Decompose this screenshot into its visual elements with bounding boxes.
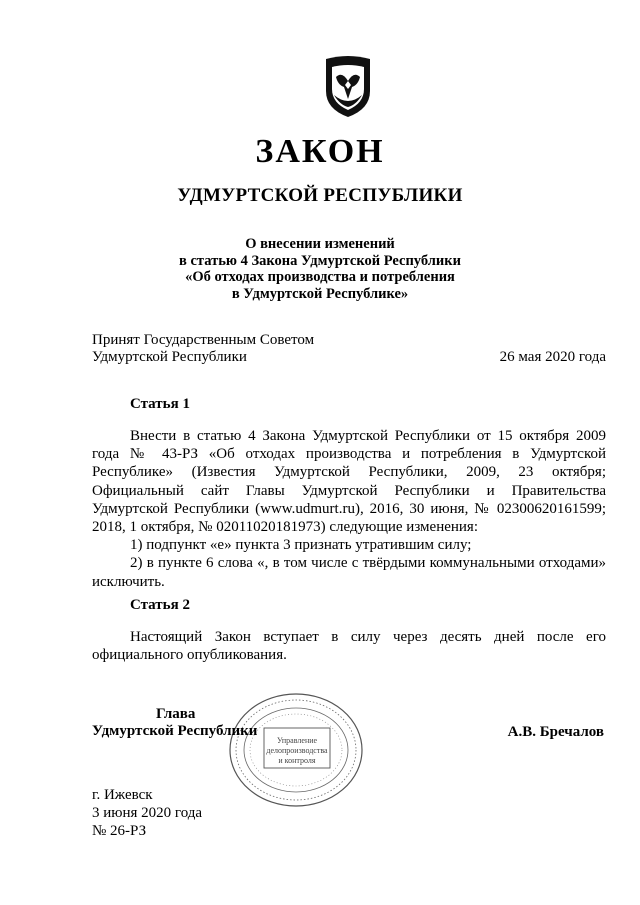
adoption-line: Принят Государственным Советом xyxy=(92,332,315,348)
article-paragraph: 1) подпункт «е» пункта 3 признать утратившим силу; xyxy=(130,537,472,554)
stamp-text-line: Управление xyxy=(276,736,318,745)
article-1-body xyxy=(92,427,606,591)
article-1-title: Статья 1 xyxy=(130,396,190,412)
signatory-post-line: Глава xyxy=(156,706,196,722)
article-paragraph: Внести в статью 4 Закона Удмуртской Республики от 15 октября 2009 года № 43-РЗ «Об отходах производства и потребления в Удмуртской Республике» (Известия Удмуртской Республики, 2009, 23 октября; Официальный сайт Главы Удмуртской Республики и Правительства Удмуртской Республики (www.udmurt.ru), 2016, 30 июня, № 02300620161599; 2018, 1 октября, № 02011020181973) следующие изменения: xyxy=(92,428,606,536)
footer-number: № 26-РЗ xyxy=(92,823,147,839)
signatory-post xyxy=(92,706,257,740)
signatory-post-line: Удмуртской Республики xyxy=(92,723,258,739)
article-paragraph: Настоящий Закон вступает в силу через десять дней после его официального опубликования. xyxy=(92,629,606,664)
adoption-info xyxy=(92,332,314,366)
law-heading-line: О внесении изменений xyxy=(245,236,395,252)
adoption-date: 26 мая 2020 года xyxy=(499,349,606,365)
footer-info xyxy=(92,786,202,840)
signatory-name: А.В. Бречалов xyxy=(507,724,604,740)
law-heading xyxy=(0,236,640,302)
article-paragraph: 2) в пункте 6 слова «, в том числе с твёрдыми коммунальными отходами» исключить. xyxy=(92,555,606,590)
law-heading-line: «Об отходах производства и потребления xyxy=(185,269,455,285)
article-2-body xyxy=(92,628,606,664)
footer-city: г. Ижевск xyxy=(92,787,153,803)
law-heading-line: в статью 4 Закона Удмуртской Республики xyxy=(179,252,461,269)
stamp-text-line: и контроля xyxy=(278,756,316,765)
document-subtitle: УДМУРТСКОЙ РЕСПУБЛИКИ xyxy=(177,185,463,206)
adoption-line: Удмуртской Республики xyxy=(92,349,247,365)
coat-of-arms-icon xyxy=(322,55,374,119)
document-title: ЗАКОН xyxy=(255,133,385,170)
article-2-title: Статья 2 xyxy=(130,597,190,613)
stamp-text-line: делопроизводства xyxy=(266,746,328,755)
law-heading-line: в Удмуртской Республике» xyxy=(231,285,409,302)
footer-date: 3 июня 2020 года xyxy=(92,805,203,821)
